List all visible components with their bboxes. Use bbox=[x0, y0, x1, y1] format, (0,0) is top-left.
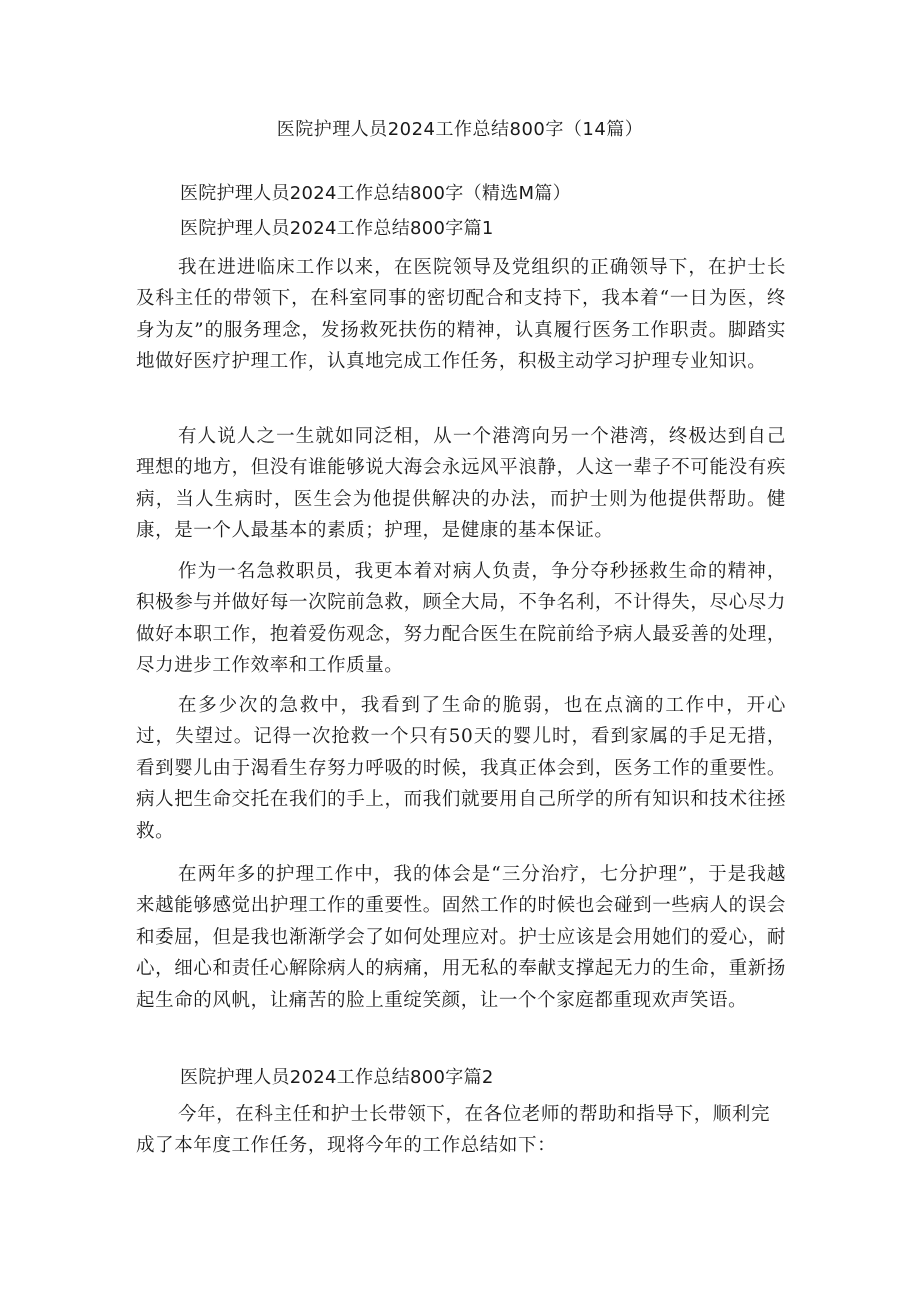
section-1-paragraph-2: 有人说人之一生就如同泛相，从一个港湾向另一个港湾，终极达到自己理想的地方，但没有谁能够说大海会永远风平浪静，人这一辈子不可能没有疾病，当人生病时，医生会为他提供解决的办法，而护士则为他提供帮助。健康，是一个人最基本的素质；护理，是健康的基本保证。 bbox=[136, 426, 786, 542]
section-2-paragraph-1: 今年，在科主任和护士长带领下，在各位老师的帮助和指导下，顺利完成了本年度工作任务，现将今年的工作总结如下： bbox=[136, 1104, 771, 1157]
document-subtitle: 医院护理人员2024工作总结800字（精选M篇） bbox=[180, 183, 571, 204]
section-2-heading: 医院护理人员2024工作总结800字篇2 bbox=[180, 1067, 494, 1088]
section-1-paragraph-4: 在多少次的急救中，我看到了生命的脆弱，也在点滴的工作中，开心过，失望过。记得一次抢救一个只有50天的婴儿时，看到家属的手足无措，看到婴儿由于渴看生存努力呼吸的时候，我真正体会到，医务工作的重要性。病人把生命交托在我们的手上，而我们就要用自己所学的所有知识和技术往拯救。 bbox=[136, 695, 786, 842]
section-1-paragraph-3: 作为一名急救职员，我更本着对病人负责，争分夺秒拯救生命的精神，积极参与并做好每一次院前急救，顾全大局，不争名利，不计得失，尽心尽力做好本职工作，抱着爱伤观念，努力配合医生在院前给予病人最妥善的处理，尽力进步工作效率和工作质量。 bbox=[136, 561, 786, 677]
document-title: 医院护理人员2024工作总结800字（14篇） bbox=[276, 119, 644, 140]
section-1-paragraph-1: 我在进进临床工作以来，在医院领导及党组织的正确领导下，在护士长及科主任的带领下，在科室同事的密切配合和支持下，我本着“一日为医，终身为友”的服务理念，发扬救死扶伤的精神，认真履行医务工作职责。脚踏实地做好医疗护理工作，认真地完成工作任务，积极主动学习护理专业知识。 bbox=[136, 257, 786, 373]
section-1-heading: 医院护理人员2024工作总结800字篇1 bbox=[180, 218, 494, 239]
section-1-paragraph-5: 在两年多的护理工作中，我的体会是“三分治疗，七分护理”，于是我越来越能够感觉出护理工作的重要性。固然工作的时候也会碰到一些病人的误会和委屈，但是我也渐渐学会了如何处理应对。护士应该是会用她们的爱心，耐心，细心和责任心解除病人的病痛，用无私的奉献支撑起无力的生命，重新扬起生命的风帆，让痛苦的脸上重绽笑颜，让一个个家庭都重现欢声笑语。 bbox=[136, 864, 786, 1011]
